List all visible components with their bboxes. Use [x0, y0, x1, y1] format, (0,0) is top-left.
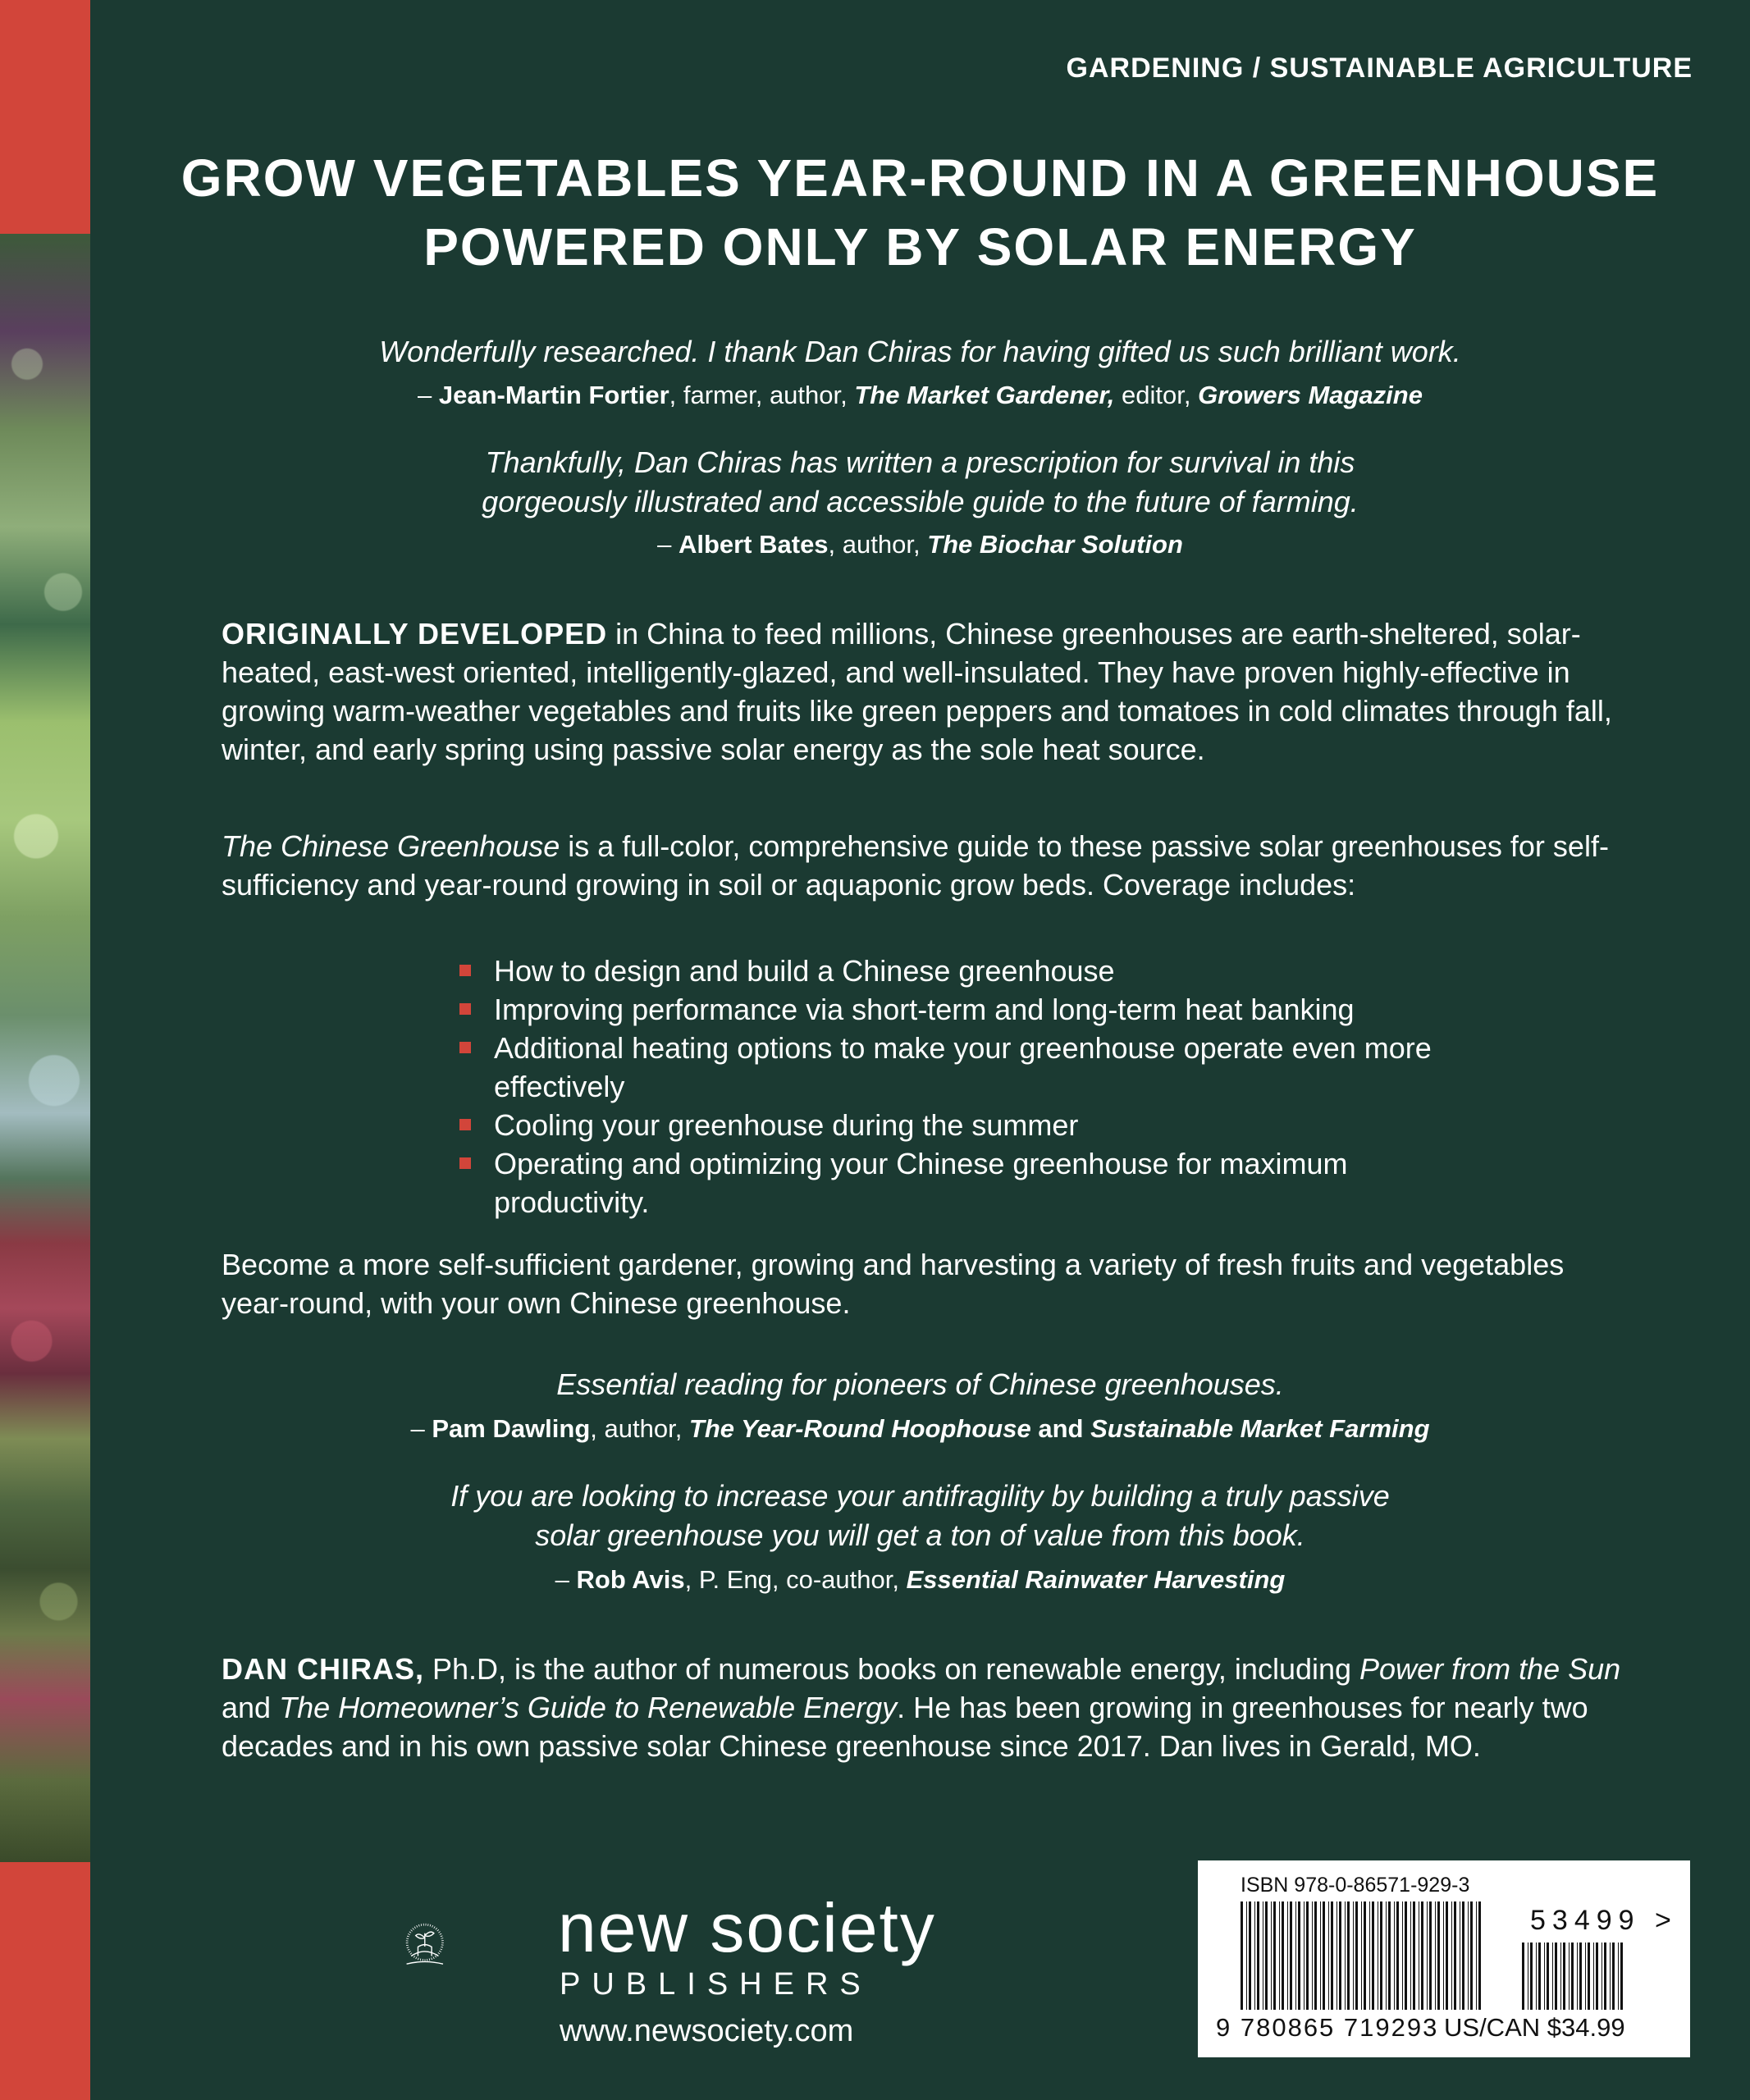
- barcode-bar: [1241, 1901, 1243, 2010]
- barcode-bar: [1320, 1901, 1321, 2010]
- barcode-bar: [1427, 1901, 1428, 2010]
- barcode-bar: [1364, 1901, 1366, 2010]
- bio-text: . He has been growing in greenhouses for nearly two decades and in his own passive solar Chinese greenhouse since 2017. Dan lives in Gerald, MO.: [222, 1691, 1588, 1763]
- barcode-bar: [1585, 1942, 1586, 2010]
- barcode-bar: [1478, 1901, 1481, 2010]
- barcode-bar: [1249, 1901, 1251, 2010]
- barcode-bar: [1446, 1901, 1448, 2010]
- bullet-square-icon: [459, 1157, 471, 1169]
- attribution-dash: –: [418, 381, 439, 409]
- barcode-bar: [1410, 1901, 1411, 2010]
- list-item-text: Additional heating options to make your greenhouse operate even more effectively: [494, 1031, 1432, 1103]
- barcode-bar: [1435, 1901, 1436, 2010]
- coverage-list: [459, 952, 1608, 1221]
- isbn-barcode-bars: [1241, 1901, 1487, 2010]
- author-bio: [222, 1650, 1633, 1765]
- bio-author-name: DAN CHIRAS,: [222, 1652, 425, 1686]
- quote-3: [90, 1365, 1750, 1404]
- barcode-bar: [1257, 1901, 1259, 2010]
- barcode-bar: [1271, 1901, 1272, 2010]
- bio-text: and: [222, 1691, 280, 1724]
- list-item-text: Improving performance via short-term and long-term heat banking: [494, 993, 1355, 1026]
- list-item: [459, 1029, 1437, 1106]
- list-item: [459, 1144, 1355, 1221]
- price-code-digits: 53499: [1530, 1905, 1641, 1936]
- barcode-bar: [1610, 1942, 1611, 2010]
- price-text: US/CAN $34.99: [1444, 2013, 1625, 2042]
- barcode-bar: [1552, 1942, 1553, 2010]
- barcode-bar: [1355, 1901, 1358, 2010]
- list-item: [459, 1106, 1608, 1144]
- quote-2-attribution: [90, 528, 1750, 561]
- barcode-bar: [1470, 1901, 1473, 2010]
- quote-2-line-2: gorgeously illustrated and accessible guide to the future of farming.: [482, 485, 1359, 518]
- barcode-bar: [1306, 1901, 1309, 2010]
- barcode-bar: [1361, 1901, 1362, 2010]
- barcode-bar: [1560, 1942, 1561, 2010]
- quote-4-author: Rob Avis: [576, 1565, 685, 1594]
- quote-4-book: Essential Rainwater Harvesting: [906, 1565, 1286, 1594]
- list-item-text: Operating and optimizing your Chinese greenhouse for maximum productivity.: [494, 1147, 1348, 1219]
- barcode-bar: [1328, 1901, 1329, 2010]
- barcode-bar: [1388, 1901, 1391, 2010]
- barcode-bar: [1571, 1942, 1574, 2010]
- publisher-url[interactable]: www.newsociety.com: [560, 2014, 854, 2048]
- barcode-bar: [1314, 1901, 1317, 2010]
- intro-paragraph: [222, 614, 1633, 769]
- barcode-bar: [1372, 1901, 1374, 2010]
- list-item: [459, 952, 1608, 990]
- barcode-bar: [1339, 1901, 1341, 2010]
- quote-2-author: Albert Bates: [678, 530, 829, 559]
- barcode-bar: [1287, 1901, 1288, 2010]
- attribution-text: , author,: [828, 530, 928, 559]
- barcode-bar: [1593, 1942, 1594, 2010]
- attribution-text: , author,: [590, 1414, 689, 1443]
- barcode-bar: [1454, 1901, 1456, 2010]
- headline: [90, 144, 1750, 281]
- barcode-bar: [1413, 1901, 1415, 2010]
- isbn-text: ISBN 978-0-86571-929-3: [1241, 1874, 1470, 1897]
- barcode-bar: [1279, 1901, 1280, 2010]
- barcode-bar: [1265, 1901, 1268, 2010]
- barcode-bar: [1345, 1901, 1346, 2010]
- quote-3-attribution: [90, 1413, 1750, 1445]
- quote-4-attribution: [90, 1564, 1750, 1596]
- quote-2-line-1: Thankfully, Dan Chiras has written a prescription for survival in this: [485, 445, 1355, 479]
- attribution-text: , P. Eng, co-author,: [684, 1565, 907, 1594]
- closing-paragraph: Become a more self-sufficient gardener, growing and harvesting a variety of fresh fruits and vegetables year-round, with your own Chinese greenhouse.: [222, 1248, 1565, 1320]
- barcode-bar: [1612, 1942, 1615, 2010]
- bullet-square-icon: [459, 1042, 471, 1053]
- barcode-bar: [1468, 1901, 1469, 2010]
- quote-1: [90, 332, 1750, 372]
- barcode-bar: [1402, 1901, 1403, 2010]
- barcode-bar: [1331, 1901, 1333, 2010]
- barcode-bar: [1295, 1901, 1296, 2010]
- barcode-bar: [1569, 1942, 1570, 2010]
- barcode-bar: [1563, 1942, 1565, 2010]
- barcode-bar: [1369, 1901, 1370, 2010]
- quote-4: [90, 1477, 1750, 1555]
- intro-text: in China to feed millions, Chinese greenhouses are earth-sheltered, solar-heated, east-west oriented, intelligently-glazed, and well-insulated. They have proven highly-effective in growing warm-weather vegetables and fruits like green peppers and tomatoes in cold climates through fall, winter, and early spring using passive solar energy as the sole heat source.: [222, 617, 1612, 766]
- attribution-text: editor,: [1114, 381, 1199, 409]
- guide-paragraph: [222, 827, 1633, 904]
- bio-book-2: The Homeowner’s Guide to Renewable Energy: [279, 1691, 898, 1724]
- barcode-bar: [1443, 1901, 1444, 2010]
- barcode-bar: [1273, 1901, 1276, 2010]
- barcode-bar: [1451, 1901, 1452, 2010]
- quote-1-magazine: Growers Magazine: [1198, 381, 1423, 409]
- attribution-text: and: [1030, 1414, 1091, 1443]
- barcode-bar: [1380, 1901, 1382, 2010]
- vegetable-photo-strip: [0, 234, 90, 1862]
- barcode-bar: [1353, 1901, 1354, 2010]
- publisher-subtitle: PUBLISHERS: [560, 1967, 872, 2002]
- headline-line-2: POWERED ONLY BY SOLAR ENERGY: [423, 217, 1417, 276]
- barcode-bar: [1246, 1901, 1247, 2010]
- quote-3-book-1: The Year-Round Hoophouse: [688, 1414, 1031, 1443]
- barcode-bar: [1555, 1942, 1557, 2010]
- barcode-bar: [1394, 1901, 1395, 2010]
- barcode-bar: [1544, 1942, 1545, 2010]
- quote-4-line-2: solar greenhouse you will get a ton of value from this book.: [535, 1518, 1305, 1552]
- quote-1-book: The Market Gardener,: [854, 381, 1115, 409]
- quote-2-book: The Biochar Solution: [927, 530, 1183, 559]
- barcode-bar: [1588, 1942, 1590, 2010]
- barcode-bar: [1596, 1942, 1598, 2010]
- barcode-bar: [1312, 1901, 1313, 2010]
- quote-3-line-1: Essential reading for pioneers of Chinese greenhouses.: [556, 1367, 1284, 1401]
- price-arrow: >: [1655, 1905, 1678, 1936]
- barcode-bar: [1396, 1901, 1399, 2010]
- category-label: GARDENING / SUSTAINABLE AGRICULTURE: [1066, 52, 1693, 84]
- headline-line-1: GROW VEGETABLES YEAR-ROUND IN A GREENHOUSE: [180, 148, 1660, 208]
- barcode-digits: 9 780865 719293: [1216, 2013, 1439, 2042]
- barcode-bar: [1304, 1901, 1305, 2010]
- barcode-bar: [1386, 1901, 1387, 2010]
- quote-1-author: Jean-Martin Fortier: [438, 381, 669, 409]
- barcode-bar: [1437, 1901, 1440, 2010]
- barcode-bar: [1579, 1942, 1582, 2010]
- bullet-square-icon: [459, 1003, 471, 1015]
- guide-text: is a full-color, comprehensive guide to these passive solar greenhouses for self-sufficiency and year-round growing in soil or aquaponic grow beds. Coverage includes:: [222, 829, 1609, 902]
- attribution-dash: –: [657, 530, 679, 559]
- bio-book-1: Power from the Sun: [1359, 1652, 1621, 1686]
- barcode-bar: [1429, 1901, 1432, 2010]
- bullet-square-icon: [459, 965, 471, 976]
- bio-text: Ph.D, is the author of numerous books on renewable energy, including: [424, 1652, 1360, 1686]
- list-item: [459, 990, 1608, 1029]
- barcode-bar: [1547, 1942, 1549, 2010]
- attribution-dash: –: [555, 1565, 577, 1594]
- barcode-bar: [1522, 1942, 1524, 2010]
- barcode-bar: [1620, 1942, 1623, 2010]
- publisher-logo-icon: [402, 1856, 566, 2036]
- barcode-bar: [1538, 1942, 1541, 2010]
- barcode-bar: [1254, 1901, 1255, 2010]
- price-code: [1530, 1905, 1678, 1937]
- barcode-box: [1198, 1860, 1690, 2057]
- quote-1-attribution: [90, 379, 1750, 412]
- guide-title: The Chinese Greenhouse: [222, 829, 560, 863]
- barcode-bar: [1618, 1942, 1619, 2010]
- back-cover: [90, 0, 1750, 2100]
- barcode-bar: [1405, 1901, 1407, 2010]
- barcode-bar: [1421, 1901, 1423, 2010]
- barcode-bar: [1347, 1901, 1350, 2010]
- barcode-bar: [1323, 1901, 1325, 2010]
- barcode-bar: [1282, 1901, 1284, 2010]
- attribution-dash: –: [410, 1414, 432, 1443]
- barcode-bar: [1336, 1901, 1337, 2010]
- intro-lead: ORIGINALLY DEVELOPED: [222, 617, 608, 651]
- quote-1-line-1: Wonderfully researched. I thank Dan Chiras for having gifted us such brilliant work.: [379, 335, 1461, 368]
- barcode-bar: [1536, 1942, 1537, 2010]
- publisher-name: new society: [558, 1889, 936, 1966]
- list-item-text: How to design and build a Chinese greenhouse: [494, 954, 1115, 988]
- list-item-text: Cooling your greenhouse during the summer: [494, 1108, 1079, 1142]
- barcode-bar: [1476, 1901, 1477, 2010]
- barcode-bar: [1290, 1901, 1292, 2010]
- barcode-bar: [1530, 1942, 1533, 2010]
- quote-3-book-2: Sustainable Market Farming: [1090, 1414, 1430, 1443]
- bullet-square-icon: [459, 1119, 471, 1130]
- quote-3-author: Pam Dawling: [432, 1414, 591, 1443]
- barcode-bar: [1298, 1901, 1300, 2010]
- price-barcode-bars: [1522, 1942, 1629, 2010]
- attribution-text: , farmer, author,: [669, 381, 855, 409]
- barcode-bar: [1604, 1942, 1606, 2010]
- barcode-bar: [1577, 1942, 1578, 2010]
- quote-4-line-1: If you are looking to increase your antifragility by building a truly passive: [450, 1479, 1390, 1513]
- quote-2: [90, 443, 1750, 522]
- barcode-bar: [1462, 1901, 1464, 2010]
